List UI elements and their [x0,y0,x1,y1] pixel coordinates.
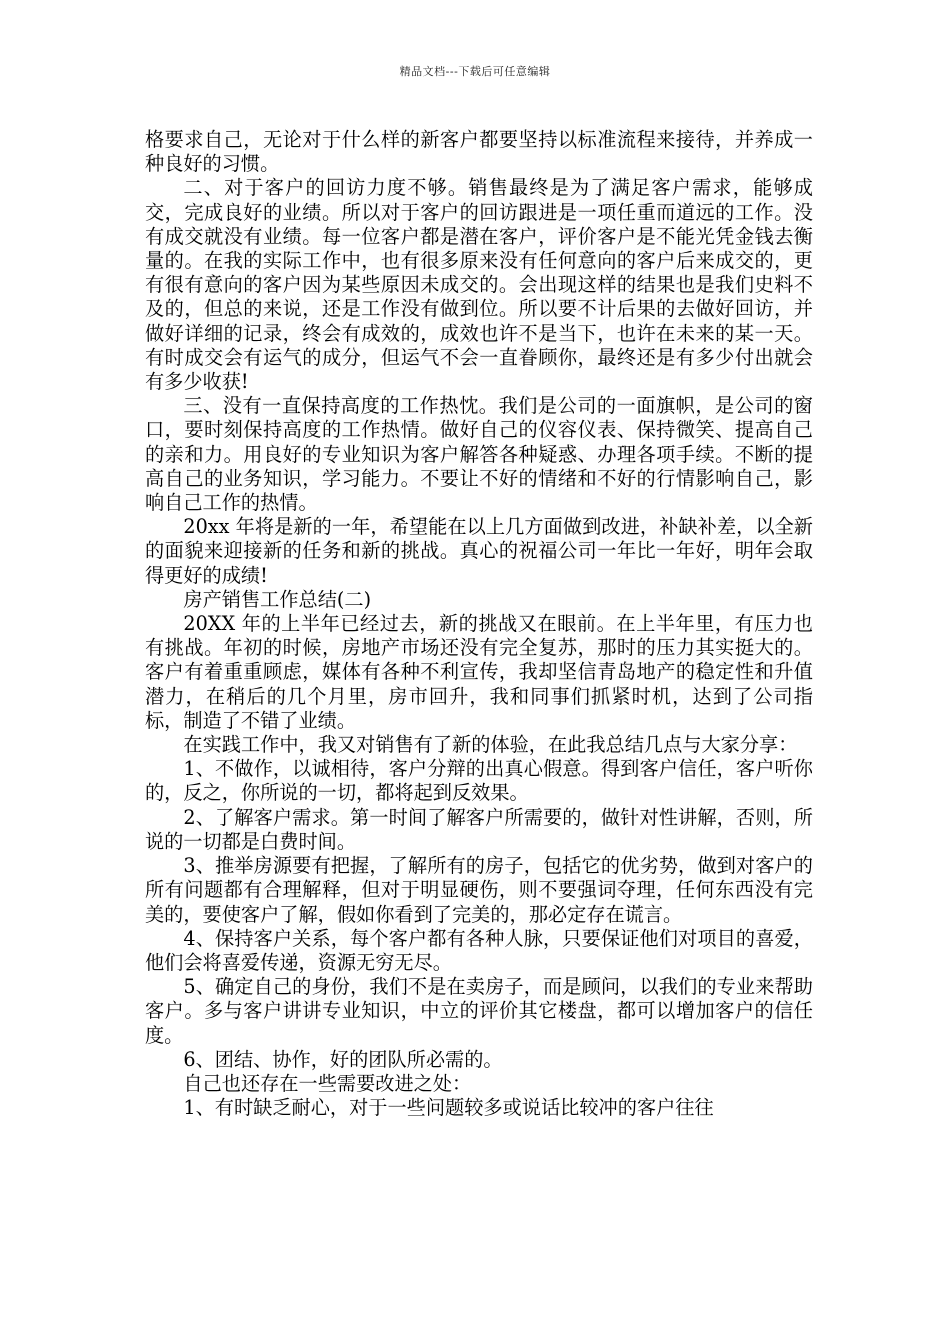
page-header: 精品文档---下载后可任意编辑 [399,65,551,78]
document-body [145,128,813,1120]
list-item: 6、团结、协作，好的团队所必需的。 [183,1047,503,1071]
list-item: 4、保持客户关系，每个客户都有各种人脉，只要保证他们对项目的喜爱，他们会将喜爱传递，资源无穷无尽。 [145,926,813,974]
paragraph: 自己也还存在一些需要改进之处： [183,1071,472,1095]
list-item: 1、不做作，以诚相待，客户分辩的出真心假意。得到客户信任，客户听你的，反之，你所说的一切，都将起到反效果。 [145,757,813,805]
list-item: 3、推举房源要有把握，了解所有的房子，包括它的优劣势，做到对客户的所有问题都有合理解释，但对于明显硬伤，则不要强词夺理，任何东西没有完美的，要使客户了解，假如你看到了完美的，那必定存在谎言。 [145,854,813,926]
paragraph: 20xx 年将是新的一年，希望能在以上几方面做到改进，补缺补差，以全新的面貌来迎接新的任务和新的挑战。真心的祝福公司一年比一年好，明年会取得更好的成绩! [145,515,813,587]
paragraph: 在实践工作中，我又对销售有了新的体验，在此我总结几点与大家分享： [183,733,798,757]
paragraph: 二、对于客户的回访力度不够。销售最终是为了满足客户需求，能够成交，完成良好的业绩。所以对于客户的回访跟进是一项任重而道远的工作。没有成交就没有业绩。每一位客户都是潜在客户，评价客户是不能光凭金钱去衡量的。在我的实际工作中，也有很多原来没有任何意向的客户后来成交的，更有很有意向的客户因为某些原因未成交的。会出现这样的结果也是我们史料不及的，但总的来说，还是工作没有做到位。所以要不计后果的去做好回访，并做好详细的记录，终会有成效的，成效也许不是当下，也许在未来的某一天。有时成交会有运气的成分，但运气不会一直眷顾你，最终还是有多少付出就会有多少收获! [145,176,813,394]
list-item: 1、有时缺乏耐心，对于一些问题较多或说话比较冲的客户往往 [183,1096,714,1120]
paragraph: 20XX 年的上半年已经过去，新的挑战又在眼前。在上半年里，有压力也有挑战。年初的时候，房地产市场还没有完全复苏，那时的压力其实挺大的。客户有着重重顾虑，媒体有各种不利宣传，我却坚信青岛地产的稳定性和升值潜力，在稍后的几个月里，房市回升，我和同事们抓紧时机，达到了公司指标，制造了不错了业绩。 [145,612,813,732]
paragraph: 三、没有一直保持高度的工作热忱。我们是公司的一面旗帜，是公司的窗口，要时刻保持高度的工作热情。做好自己的仪容仪表、保持微笑、提高自己的亲和力。用良好的专业知识为客户解答各种疑惑、办理各项手续。不断的提高自己的业务知识，学习能力。不要让不好的情绪和不好的行情影响自己，影响自己工作的热情。 [145,394,813,515]
list-item: 2、了解客户需求。第一时间了解客户所需要的，做针对性讲解，否则，所说的一切都是白费时间。 [145,805,813,853]
paragraph: 格要求自己，无论对于什么样的新客户都要坚持以标准流程来接待，并养成一种良好的习惯。 [145,128,813,176]
section-heading: 房产销售工作总结(二) [183,587,372,611]
list-item: 5、确定自己的身份，我们不是在卖房子，而是顾问，以我们的专业来帮助客户。多与客户讲讲专业知识，中立的评价其它楼盘，都可以增加客户的信任度。 [145,975,813,1047]
